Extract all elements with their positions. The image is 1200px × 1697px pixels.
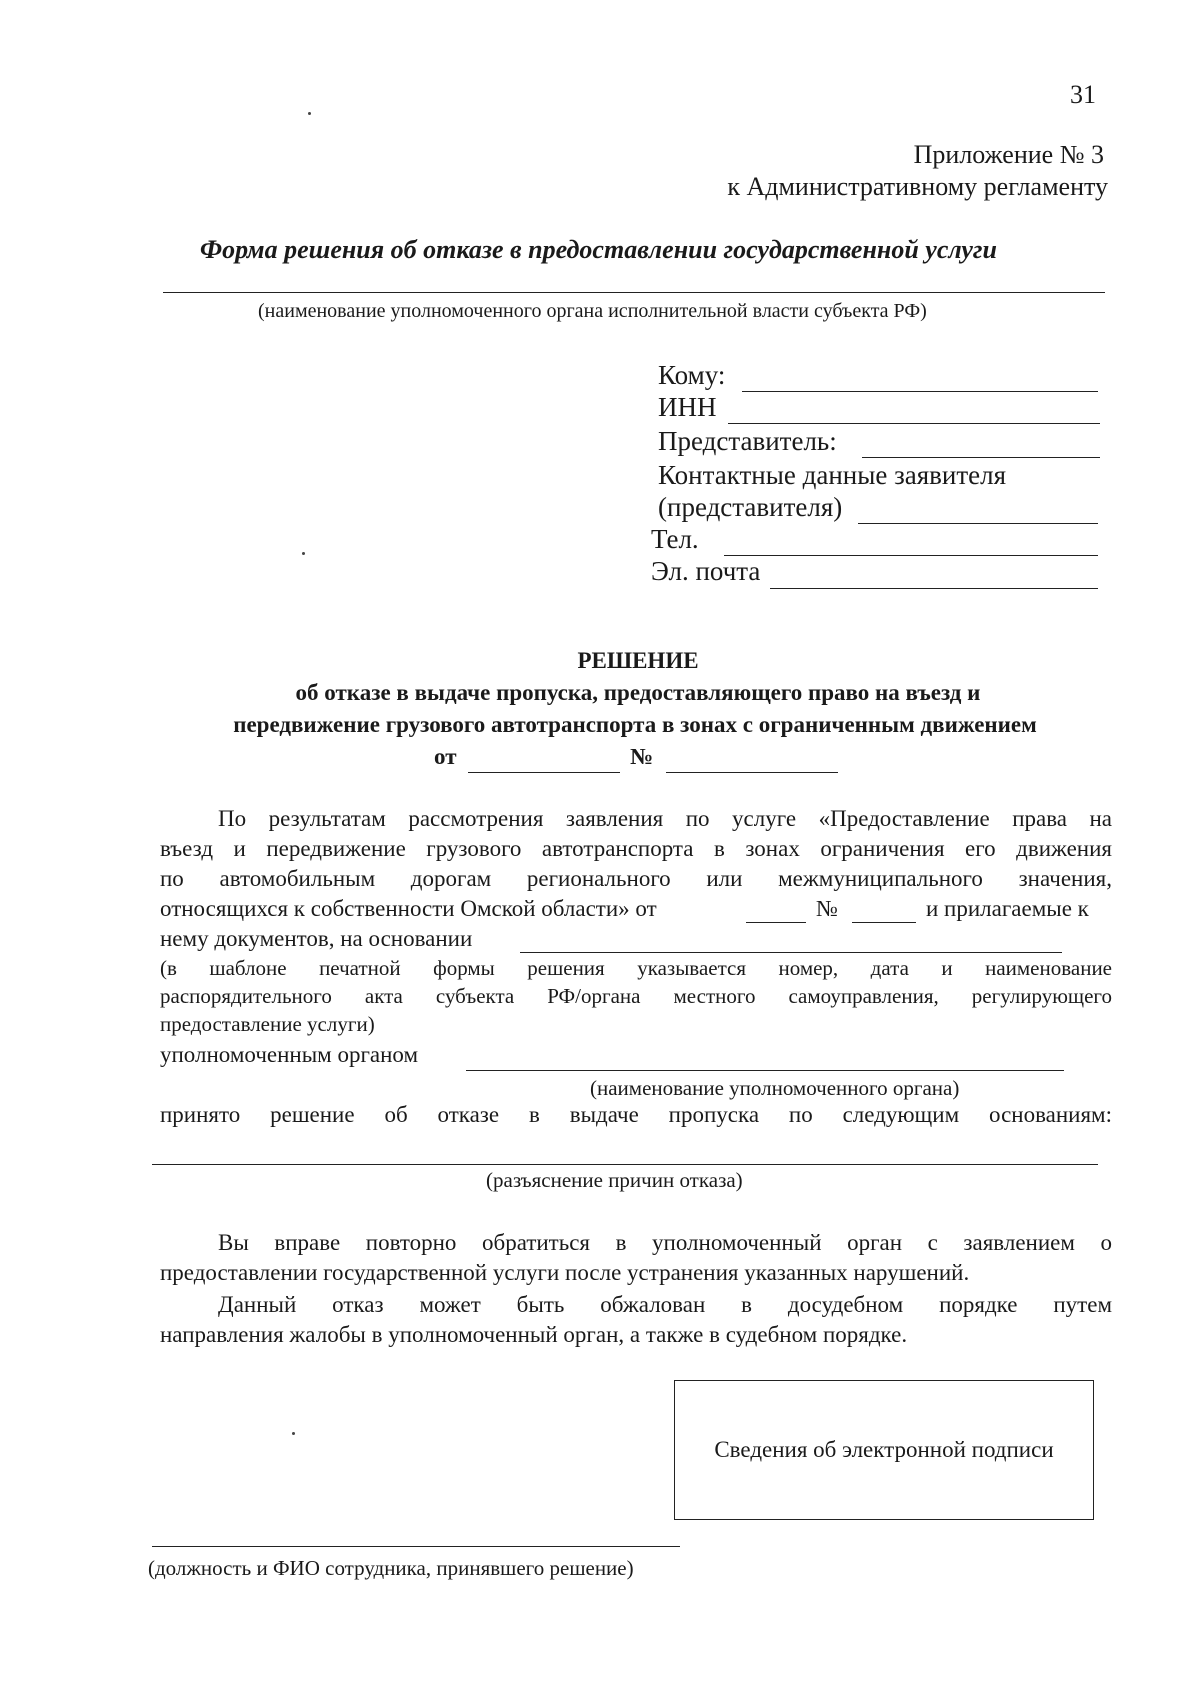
body-paragraph-line: По результатам рассмотрения заявления по услуге «Предоставление права на <box>218 806 1112 831</box>
decision-number-sign: № <box>630 744 654 769</box>
body-paragraph-line: и прилагаемые к <box>926 896 1089 921</box>
decision-number-line <box>666 772 838 773</box>
appendix-reference: к Административному регламенту <box>727 172 1108 201</box>
recipient-contacts-label: Контактные данные заявителя <box>658 460 1007 490</box>
body-paragraph-line: Данный отказ может быть обжалован в досудебном порядке путем <box>218 1292 1112 1317</box>
body-paragraph-line: Вы вправе повторно обратиться в уполномоченный орган с заявлением о <box>218 1230 1112 1255</box>
body-paragraph-line: нему документов, на основании <box>160 926 473 951</box>
recipient-to-label: Кому: <box>658 360 726 390</box>
recipient-phone-label: Тел. <box>651 524 699 554</box>
recipient-contacts-cont-label: (представителя) <box>658 492 843 522</box>
decision-date-prefix: от <box>434 744 457 769</box>
recipient-representative-line <box>862 457 1100 458</box>
authority-caption: (наименование уполномоченного органа исполнительной власти субъекта РФ) <box>258 300 927 322</box>
template-note-line: предоставление услуги) <box>160 1012 375 1036</box>
template-note-line: (в шаблоне печатной формы решения указывается номер, дата и наименование <box>160 956 1112 980</box>
body-paragraph-line: относящихся к собственности Омской области» от <box>160 896 657 921</box>
authority-name-caption: (наименование уполномоченного органа) <box>590 1076 960 1100</box>
reasons-caption: (разъяснение причин отказа) <box>486 1168 743 1192</box>
application-number-sign: № <box>816 896 838 921</box>
form-title: Форма решения об отказе в предоставлении государственной услуги <box>200 235 997 264</box>
application-date-line <box>746 922 806 923</box>
reasons-line <box>152 1164 1098 1165</box>
decision-subtitle: передвижение грузового автотранспорта в зонах с ограниченным движением <box>233 712 1037 737</box>
decision-heading: РЕШЕНИЕ <box>577 648 699 673</box>
body-paragraph-line: въезд и передвижение грузового автотранспорта в зонах ограничения его движения <box>160 836 1112 861</box>
scan-speck <box>302 552 305 555</box>
recipient-email-line <box>770 588 1098 589</box>
signer-caption: (должность и ФИО сотрудника, принявшего решение) <box>148 1556 634 1580</box>
template-note-line: распорядительного акта субъекта РФ/органа местного самоуправления, регулирующего <box>160 984 1112 1008</box>
body-paragraph-line: по автомобильным дорогам регионального или межмуниципального значения, <box>160 866 1112 891</box>
recipient-representative-label: Представитель: <box>658 426 837 456</box>
scan-speck <box>308 112 311 115</box>
signer-line <box>152 1546 680 1547</box>
body-paragraph-line: направления жалобы в уполномоченный орган, а также в судебном порядке. <box>160 1322 908 1347</box>
recipient-email-label: Эл. почта <box>651 556 761 586</box>
recipient-inn-label: ИНН <box>658 392 717 422</box>
application-number-line <box>852 922 916 923</box>
recipient-to-line <box>742 391 1098 392</box>
authority-label: уполномоченным органом <box>160 1042 419 1067</box>
decision-subtitle: об отказе в выдаче пропуска, предоставляющего право на въезд и <box>295 680 981 705</box>
recipient-contacts-line <box>858 523 1098 524</box>
legal-basis-line <box>520 952 1062 953</box>
appendix-label: Приложение № 3 <box>913 140 1104 169</box>
page-number: 31 <box>1070 80 1096 109</box>
decision-date-line <box>468 772 620 773</box>
decision-statement: принято решение об отказе в выдаче пропуска по следующим основаниям: <box>160 1102 1112 1127</box>
authority-name-field-line <box>466 1070 1064 1071</box>
recipient-inn-line <box>728 423 1100 424</box>
recipient-phone-line <box>724 555 1098 556</box>
scan-speck <box>292 1432 295 1435</box>
body-paragraph-line: предоставлении государственной услуги после устранения указанных нарушений. <box>160 1260 970 1285</box>
electronic-signature-label: Сведения об электронной подписи <box>714 1437 1054 1462</box>
electronic-signature-box <box>674 1380 1094 1520</box>
authority-name-line <box>163 292 1105 293</box>
